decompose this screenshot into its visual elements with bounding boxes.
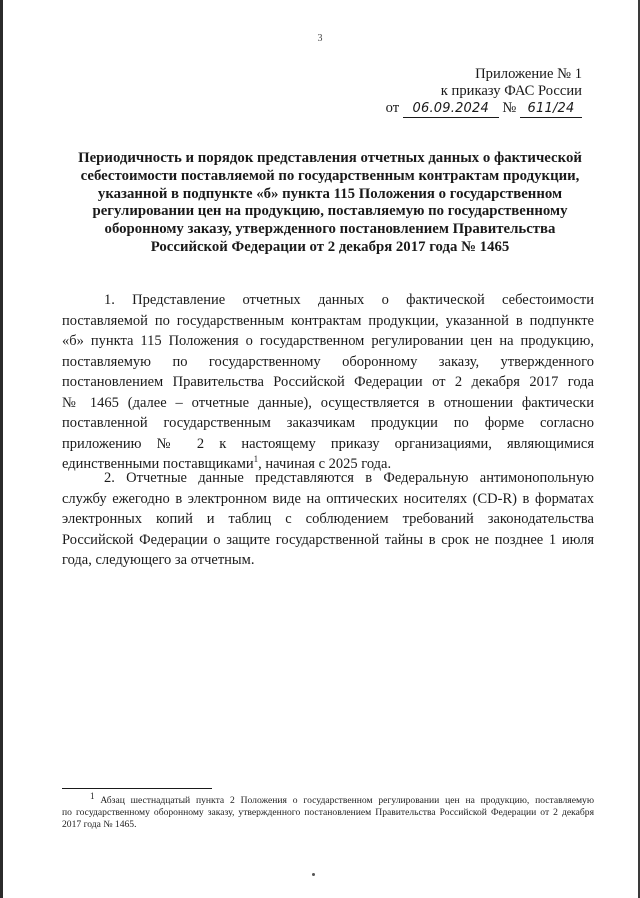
paragraph-1 bbox=[62, 290, 594, 475]
footnote bbox=[62, 790, 594, 831]
paragraph-line: Российской Федерации о защите государственной тайны в срок не позднее 1 июля bbox=[62, 531, 594, 548]
paragraph-line: службу ежегодно в электронном виде на оптических носителях (CD-R) в форматах bbox=[62, 490, 594, 507]
paragraph-line: электронных копий и таблиц с соблюдением требований законодательства bbox=[62, 511, 594, 527]
handwritten-date: 06.09.2024 bbox=[403, 100, 499, 118]
date-prefix: от bbox=[385, 100, 400, 116]
paragraph-line: поставляемую по государственному оборонному заказу, утвержденного bbox=[62, 353, 594, 370]
paragraph-line: № 1465 (далее – отчетные данные), осуществляется в отношении фактически bbox=[62, 394, 594, 411]
paragraph-line: 1. Представление отчетных данных о фактической себестоимости bbox=[104, 292, 594, 308]
title-line: оборонному заказу, утвержденного постановлением Правительства bbox=[104, 221, 556, 238]
document-title bbox=[70, 150, 590, 257]
footnote-line: по государственному оборонному заказу, утвержденного постановлением Правительства Российской Федерации от 2 декабря bbox=[62, 807, 594, 818]
paragraph-last-line: года, следующего за отчетным. bbox=[62, 552, 255, 568]
footnote-text: Абзац шестнадцатый пункта 2 Положения о государственном регулировании цен на продукцию, поставляемую bbox=[100, 795, 594, 806]
paragraph-line: постановлением Правительства Российской Федерации от 2 декабря 2017 года bbox=[62, 374, 594, 390]
paragraph-text: единственными поставщиками bbox=[62, 456, 254, 472]
title-line: Российской Федерации от 2 декабря 2017 года № 1465 bbox=[150, 238, 510, 255]
title-line: Периодичность и порядок представления отчетных данных о фактической bbox=[78, 150, 582, 166]
title-line: указанной в подпункте «б» пункта 115 Положения о государственном bbox=[97, 185, 563, 202]
appendix-header bbox=[386, 66, 582, 118]
number-prefix: № bbox=[502, 100, 517, 116]
footnote-line bbox=[62, 790, 594, 807]
paragraph-line: поставляемой по государственным контрактам продукции, указанной в подпункте bbox=[62, 312, 594, 329]
scan-left-edge bbox=[0, 0, 3, 898]
paragraph-2 bbox=[62, 468, 594, 571]
footnote-reference[interactable]: 1 bbox=[253, 454, 259, 465]
handwritten-order-number: 611/24 bbox=[520, 100, 582, 118]
appendix-date-line bbox=[386, 100, 582, 118]
title-line: себестоимости поставляемой по государственным контрактам продукции, bbox=[80, 167, 580, 184]
paragraph-line: поставленной государственным заказчикам продукции по форме согласно bbox=[62, 415, 594, 431]
page-number: 3 bbox=[317, 33, 323, 44]
scan-speck bbox=[312, 873, 315, 876]
paragraph-line: «б» пункта 115 Положения о государственном регулировании цен на продукцию, bbox=[62, 333, 594, 349]
footnote-marker: 1 bbox=[90, 790, 95, 801]
footnote-separator bbox=[62, 788, 212, 789]
title-line: регулировании цен на продукцию, поставляемую по государственному bbox=[92, 203, 568, 220]
paragraph-line: приложению № 2 к настоящему приказу организациями, являющимися bbox=[62, 435, 594, 452]
appendix-order-ref: к приказу ФАС России bbox=[440, 83, 582, 99]
paragraph-text: , начиная с 2025 года. bbox=[258, 456, 392, 472]
footnote-line: 2017 года № 1465. bbox=[62, 819, 137, 830]
paragraph-line: 2. Отчетные данные представляются в Федеральную антимонопольную bbox=[104, 470, 594, 486]
appendix-title: Приложение № 1 bbox=[475, 66, 582, 82]
